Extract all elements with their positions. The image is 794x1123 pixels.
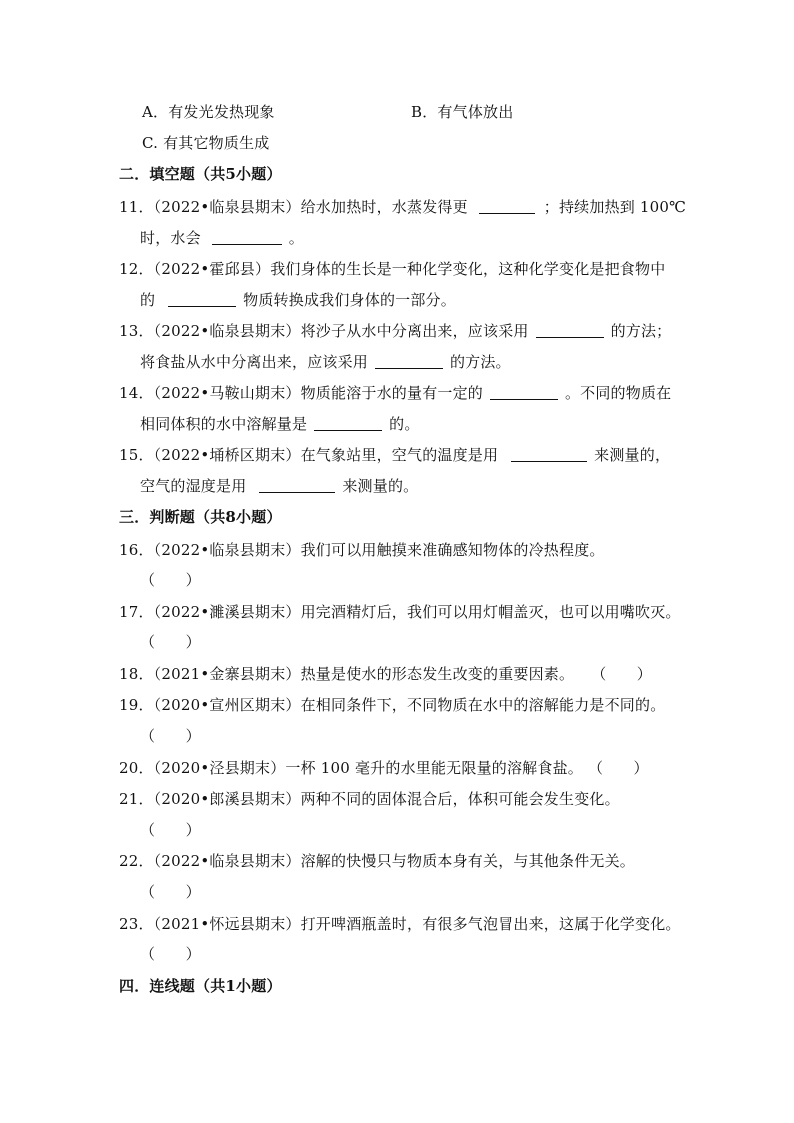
question-15-text-b: 来测量的， bbox=[594, 446, 671, 464]
question-15-line-2 bbox=[140, 476, 418, 496]
question-14-text-c: 相同体积的水中溶解量是 bbox=[140, 415, 308, 433]
answer-paren-22: （ ） bbox=[140, 883, 201, 901]
question-14-line-1 bbox=[119, 383, 671, 403]
question-11-text-b: ；持续加热到 100℃ bbox=[543, 198, 687, 216]
question-12-text-a: 12．（2022•霍邱县）我们身体的生长是一种化学变化，这种化学变化是把食物中 bbox=[119, 260, 666, 278]
question-13-line-1 bbox=[119, 321, 671, 341]
section-heading-fill-in: 二．填空题（共5小题） bbox=[119, 165, 282, 183]
question-12-text-b: 的 bbox=[140, 291, 156, 309]
question-18-line bbox=[119, 664, 652, 684]
question-13-line-2 bbox=[140, 352, 511, 372]
answer-blank-15b bbox=[259, 477, 335, 493]
question-16: 16．（2022•临泉县期末）我们可以用触摸来准确感知物体的冷热程度。 bbox=[119, 541, 605, 559]
answer-blank-13b bbox=[375, 353, 443, 369]
question-21: 21．（2020•郎溪县期末）两种不同的固体混合后，体积可能会发生变化。 bbox=[119, 790, 620, 808]
answer-paren-18: （ ） bbox=[591, 665, 652, 683]
question-14-text-d: 的。 bbox=[389, 415, 420, 433]
answer-paren-19: （ ） bbox=[140, 727, 201, 745]
answer-paren-16: （ ） bbox=[140, 571, 201, 589]
answer-blank-15a bbox=[511, 446, 587, 462]
answer-blank-11b bbox=[212, 229, 282, 245]
question-15-text-d: 来测量的。 bbox=[342, 477, 419, 495]
question-22: 22．（2022•临泉县期末）溶解的快慢只与物质本身有关，与其他条件无关。 bbox=[119, 852, 636, 870]
answer-blank-14b bbox=[314, 415, 382, 431]
question-11-text-a: 11．（2022•临泉县期末）给水加热时，水蒸发得更 bbox=[119, 198, 468, 216]
question-13-text-b: 的方法； bbox=[610, 322, 672, 340]
section-heading-matching: 四．连线题（共1小题） bbox=[119, 977, 282, 995]
answer-blank-13a bbox=[536, 322, 604, 338]
question-18: 18．（2021•金寨县期末）热量是使水的形态发生改变的重要因素。 bbox=[119, 665, 575, 683]
question-15-text-c: 空气的湿度是用 bbox=[140, 477, 247, 495]
option-a: A．有发光发热现象 bbox=[142, 103, 275, 121]
question-17: 17．（2022•濉溪县期末）用完酒精灯后，我们可以用灯帽盖灭，也可以用嘴吹灭。 bbox=[119, 603, 681, 621]
option-b: B．有气体放出 bbox=[411, 103, 514, 121]
answer-blank-11a bbox=[479, 198, 535, 214]
answer-blank-12 bbox=[168, 291, 236, 307]
question-14-text-b: 。不同的物质在 bbox=[564, 384, 672, 402]
question-23: 23．（2021•怀远县期末）打开啤酒瓶盖时，有很多气泡冒出来，这属于化学变化。 bbox=[119, 915, 681, 933]
option-c: C. 有其它物质生成 bbox=[142, 134, 270, 152]
answer-paren-20: （ ） bbox=[587, 759, 649, 777]
question-20-line bbox=[119, 758, 649, 778]
question-14-text-a: 14．（2022•马鞍山期末）物质能溶于水的量有一定的 bbox=[119, 384, 484, 402]
question-11-line-1 bbox=[119, 197, 686, 217]
question-11-text-c: 时，水会 bbox=[140, 229, 201, 247]
question-15-text-a: 15．（2022•埇桥区期末）在气象站里，空气的温度是用 bbox=[119, 446, 499, 464]
question-12-line-2 bbox=[140, 290, 456, 310]
question-15-line-1 bbox=[119, 445, 670, 465]
section-heading-true-false: 三．判断题（共8小题） bbox=[119, 508, 282, 526]
answer-paren-17: （ ） bbox=[140, 633, 201, 651]
question-13-text-a: 13．（2022•临泉县期末）将沙子从水中分离出来，应该采用 bbox=[119, 322, 529, 340]
question-20: 20．（2020•泾县期末）一杯 100 毫升的水里能无限量的溶解食盐。 bbox=[119, 759, 583, 777]
answer-paren-23: （ ） bbox=[140, 945, 201, 963]
question-13-text-c: 将食盐从水中分离出来，应该采用 bbox=[140, 353, 369, 371]
answer-paren-21: （ ） bbox=[140, 821, 201, 839]
question-14-line-2 bbox=[140, 414, 420, 434]
question-12-text-c: 物质转换成我们身体的一部分。 bbox=[243, 291, 456, 309]
answer-blank-14a bbox=[490, 384, 558, 400]
question-12-line-1 bbox=[119, 259, 665, 279]
question-13-text-d: 的方法。 bbox=[449, 353, 511, 371]
question-19: 19．（2020•宣州区期末）在相同条件下，不同物质在水中的溶解能力是不同的。 bbox=[119, 696, 666, 714]
question-11-text-d: 。 bbox=[288, 229, 304, 247]
question-11-line-2 bbox=[140, 228, 304, 248]
